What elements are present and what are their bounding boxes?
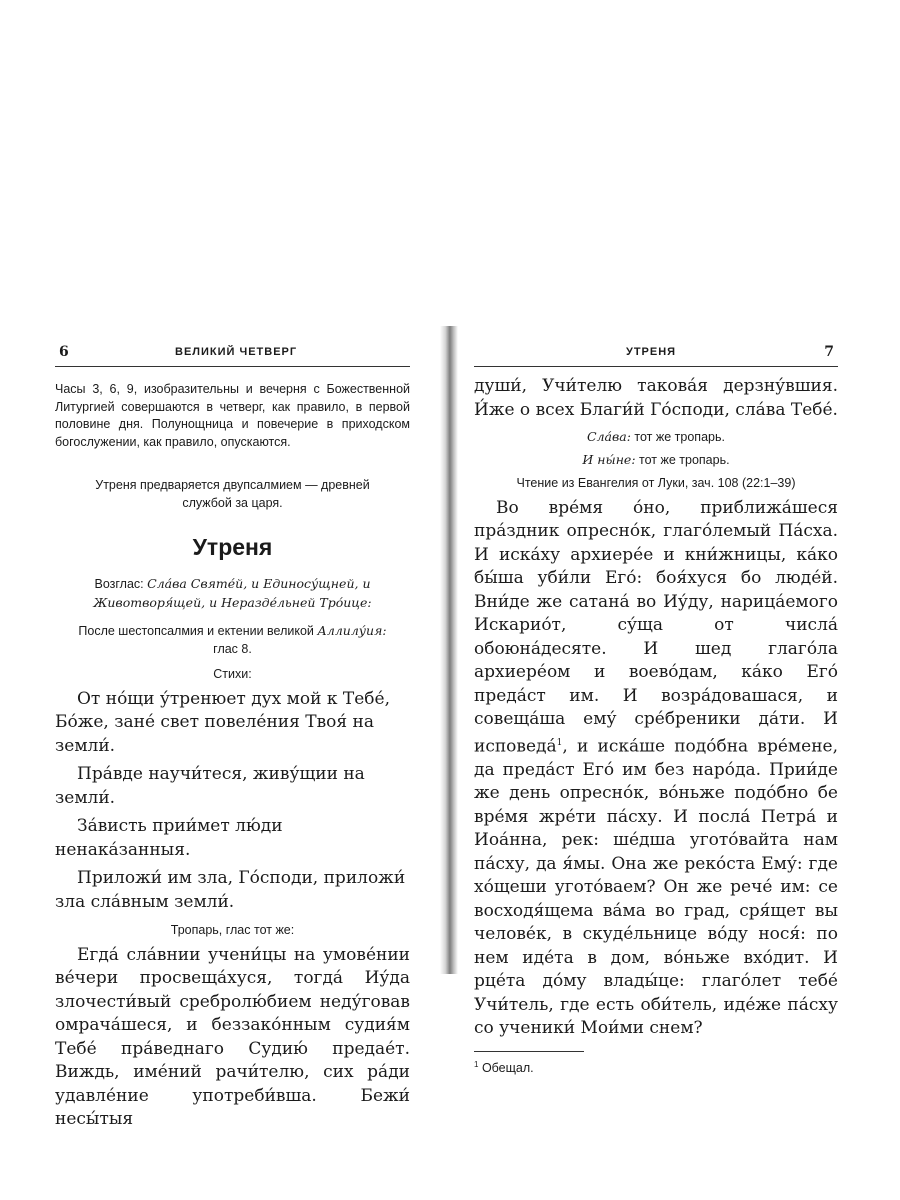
right-page xyxy=(474,328,838,1075)
left-running-title: ВЕЛИКИЙ ЧЕТВЕРГ xyxy=(175,346,298,358)
troparion-continuation: души́, Учи́телю такова́я дерзну́вшия. И́же о всех Благи́й Го́споди, сла́ва Тебе́. xyxy=(474,376,838,420)
left-page xyxy=(55,328,410,1129)
after-psalms-rubric xyxy=(55,622,410,658)
troparion-text: Егда́ сла́внии учени́цы на умове́нии ве́чери просвеща́хуся, тогда́ Иу́да злочести́вый сребролю́бием неду́говав омрача́шеся, и беззако́нным судия́м Тебе́ пра́веднаго Судию́ предае́т. Виждь, име́ний рачи́телю, сих ра́ди удавле́ние употреби́вша. Бежи́ несы́тыя xyxy=(55,944,410,1129)
slava-label: Сла́ва: xyxy=(587,429,631,444)
book-gutter xyxy=(440,326,458,974)
exclamation-text: Сла́ва Святе́й, и Единосу́щней, и Животворя́щей, и Неразде́льней Тро́ице: xyxy=(93,576,372,610)
slava-text: тот же тропарь. xyxy=(634,430,725,444)
verse: От но́щи у́тренюет дух мой к Тебе́, Бо́же, зане́ свет повеле́ния Твоя́ на земли́. xyxy=(55,688,390,756)
i-nyne-text: тот же тропарь. xyxy=(639,452,730,467)
footnote-divider xyxy=(474,1051,584,1052)
verse: Пра́вде научи́теся, живу́щии на земли́. xyxy=(55,764,365,808)
section-title: Утреня xyxy=(192,534,273,560)
exclamation-label: Возглас: xyxy=(94,577,144,591)
left-page-number: 6 xyxy=(59,344,69,360)
gospel-title: Чтение из Евангелия от Луки, зач. 108 (22:1–39) xyxy=(516,476,796,490)
gospel-text-part-2: , и иска́ше подо́бна вре́мене, да преда́ст Его́ им без наро́да. Прии́де же день опресно́к, во́ньже подо́бно бе вре́мя жре́ти па́сху. И посла́ Петра́ и Иоа́нна, рек: ше́дша угото́вайта нам па́сху, да я́мы. Она же реко́ста Ему́: где хо́щеши угото́ваем? Он же рече́ им: се восходя́щема ва́ма во град, сря́щет вы челове́к, в скуде́льнице во́ду нося́: по нем иде́та в дом, во́ньже вхо́дит. И рце́та до́му влады́це: глаго́лет тебе́ Учи́тель, где есть оби́тель, иде́же па́сху со ученики́ Мои́ми снем? xyxy=(474,736,838,1039)
right-running-title: УТРЕНЯ xyxy=(626,346,677,358)
footnote-number: 1 xyxy=(474,1059,479,1069)
slava-rubric xyxy=(474,428,838,447)
intro-rubric: Часы 3, 6, 9, изобразительны и вечерня с Божественной Литургией совершаются в четверг, как правило, в первой половине дня. Полунощница и повечерие в приходском богослужении, как правило, опускаются. xyxy=(55,382,410,449)
alleluia: Аллилу́ия: xyxy=(317,623,387,638)
after-psalms-text: После шестопсалмия и ектении великой xyxy=(78,624,314,638)
gospel-text xyxy=(474,497,838,1041)
verse: Приложи́ им зла, Го́споди, приложи́ зла сла́вным земли́. xyxy=(55,868,406,912)
verses-list xyxy=(55,688,410,915)
left-page-header xyxy=(55,340,410,367)
troparion-label: Тропарь, глас тот же: xyxy=(170,923,295,937)
right-page-number: 7 xyxy=(824,344,834,360)
i-nyne-label: И ны́не: xyxy=(582,451,636,467)
verses-label: Стихи: xyxy=(213,667,252,681)
footnote xyxy=(474,1056,838,1078)
verse: За́висть прии́мет лю́ди ненака́занныя. xyxy=(55,816,283,860)
right-page-header xyxy=(474,340,838,367)
matins-note: Утреня предваряется двупсалмием — древней службой за царя. xyxy=(95,478,370,510)
footnote-text: Обещал. xyxy=(481,1060,534,1075)
exclamation xyxy=(55,575,410,612)
gospel-text-part-1: Во вре́мя о́но, приближа́шеся пра́здник опресно́к, глаго́лемый Па́сха. И иска́ху архиере́е и кни́жницы, ка́ко бы́ша уби́ли Его́: боя́хуся бо люде́й. Вни́де же сатана́ во Иу́ду, нарица́емого Искарио́т, су́ща от числа́ обоюна́десяте. И шед глаго́ла архиере́ом и воево́дам, ка́ко Его́ преда́ст им. И возра́довашася, и совеща́ша ему́ сре́бреники да́ти. И исповеда́ xyxy=(474,497,838,757)
footnote-mark: 1 xyxy=(556,737,563,748)
tone: глас 8. xyxy=(213,641,252,656)
book-spread xyxy=(0,328,900,1129)
i-nyne-rubric xyxy=(474,451,838,470)
